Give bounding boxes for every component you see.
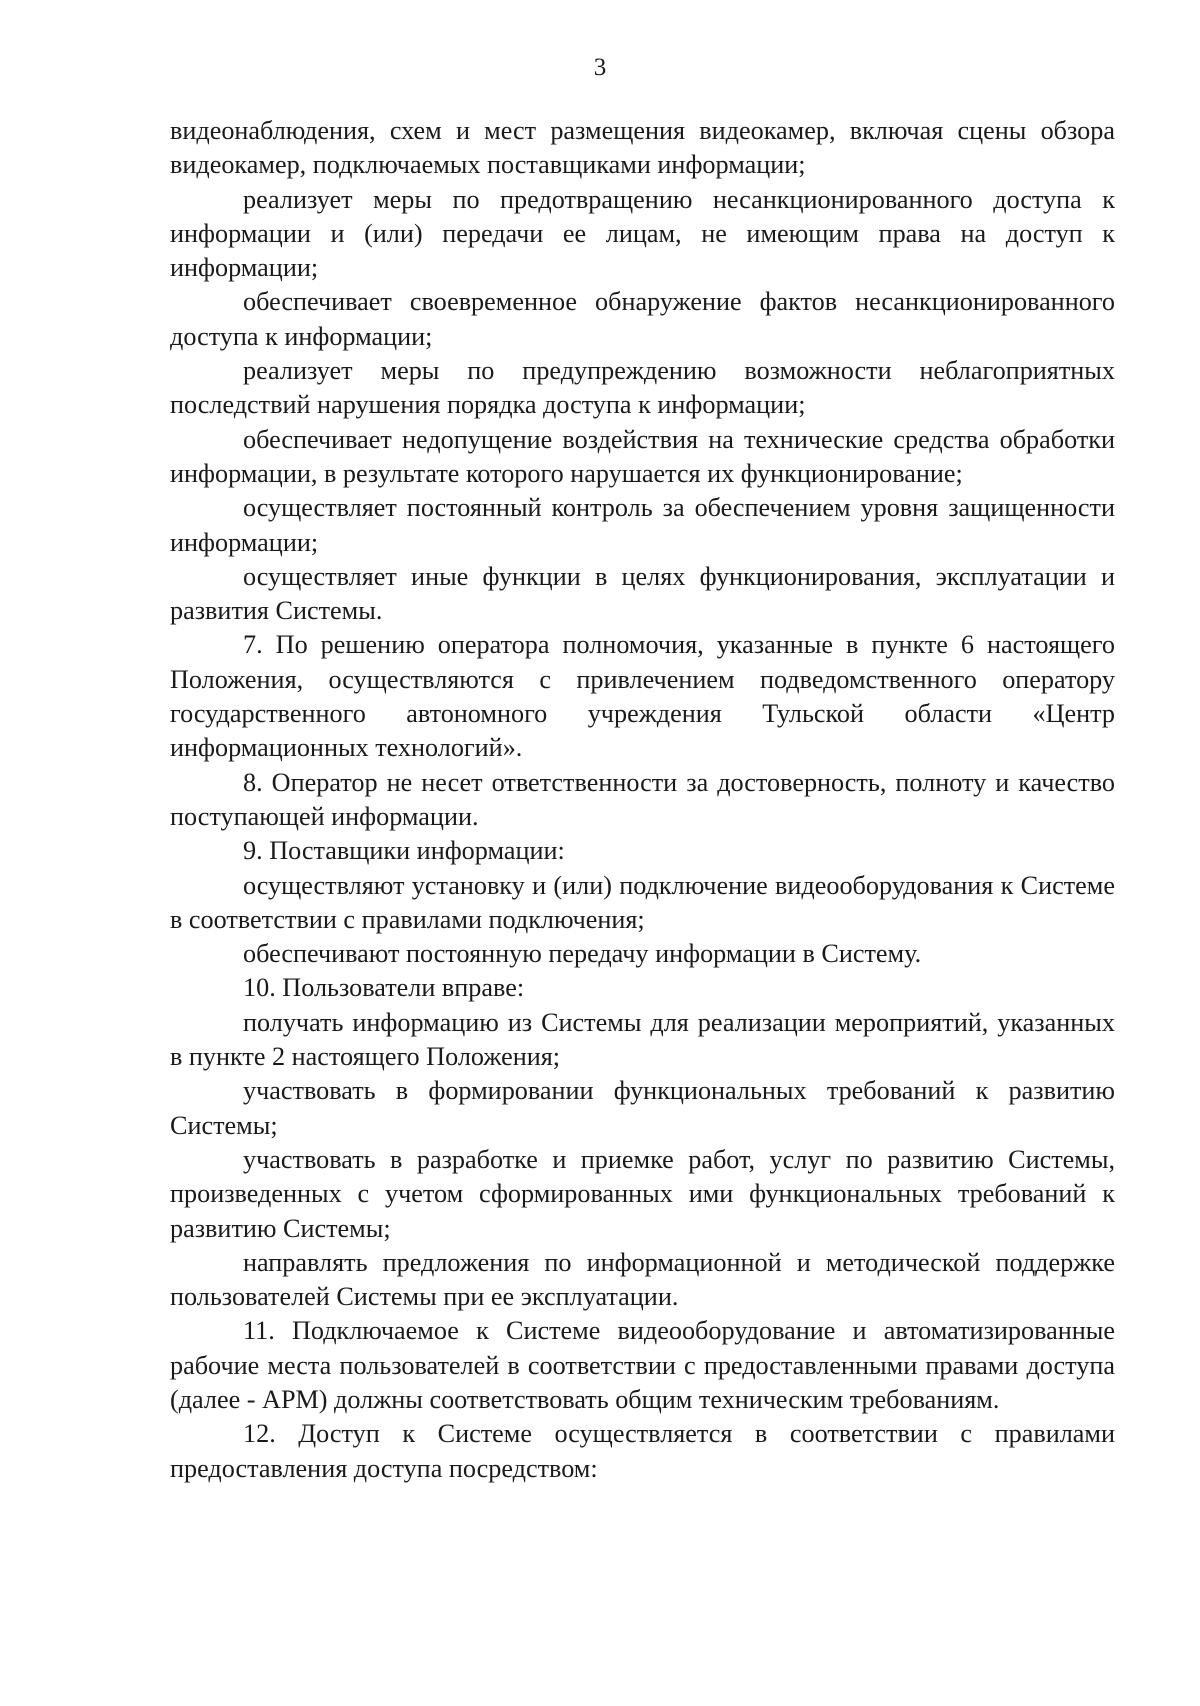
paragraph-timely-detection: обеспечивает своевременное обнаружение фактов несанкционированного доступа к информации; [170, 287, 1115, 351]
paragraph-unauthorized-access-measures: реализует меры по предотвращению несанкционированного доступа к информации и (или) передачи ее лицам, не имеющим права на доступ к информации; [170, 184, 1115, 283]
paragraph-prevent-consequences: реализует меры по предупреждению возможности неблагоприятных последствий нарушения порядка доступа к информации; [170, 356, 1115, 420]
paragraph-receive-information: получать информацию из Системы для реализации мероприятий, указанных в пункте 2 настоящего Положения; [170, 1007, 1115, 1072]
document-body [170, 114, 1115, 1486]
paragraph-item-8: 8. Оператор не несет ответственности за достоверность, полноту и качество поступающей информации. [170, 767, 1115, 831]
paragraph-security-control: осуществляет постоянный контроль за обеспечением уровня защищенности информации; [170, 493, 1115, 557]
paragraph-send-proposals: направлять предложения по информационной и методической поддержке пользователей Системы при ее эксплуатации. [170, 1247, 1115, 1312]
paragraph-development-acceptance: участвовать в разработке и приемке работ, услуг по развитию Системы, произведенных с учетом сформированных ими функциональных требований к развитию Системы; [170, 1144, 1115, 1243]
paragraph-constant-transfer: обеспечивают постоянную передачу информации в Систему. [243, 939, 922, 969]
paragraph-install-equipment: осуществляют установку и (или) подключение видеооборудования к Системе в соответствии с правилами подключения; [170, 870, 1115, 934]
paragraph-item-9: 9. Поставщики информации: [243, 836, 565, 866]
paragraph-item-11: 11. Подключаемое к Системе видеооборудование и автоматизированные рабочие места пользователей в соответствии с предоставленными правами доступа (далее - АРМ) должны соответствовать общим техническим требованиям. [170, 1316, 1115, 1414]
paragraph-other-functions: осуществляет иные функции в целях функционирования, эксплуатации и развития Системы. [170, 561, 1115, 626]
paragraph-item-12: 12. Доступ к Системе осуществляется в соответствии с правилами предоставления доступа посредством: [170, 1419, 1115, 1483]
page-number: 3 [593, 54, 607, 81]
paragraph-item-10: 10. Пользователи вправе: [243, 973, 525, 1003]
paragraph-item-7: 7. По решению оператора полномочия, указанные в пункте 6 настоящего Положения, осуществляются с привлечением подведомственного оператору государственного автономного учреждения Тульской области «Центр информационных технологий». [170, 630, 1115, 763]
paragraph-functional-requirements: участвовать в формировании функциональных требований к развитию Системы; [170, 1076, 1115, 1140]
paragraph-continuation: видеонаблюдения, схем и мест размещения видеокамер, включая сцены обзора видеокамер, подключаемых поставщиками информации; [170, 116, 1115, 180]
paragraph-technical-means: обеспечивает недопущение воздействия на технические средства обработки информации, в результате которого нарушается их функционирование; [170, 424, 1115, 488]
